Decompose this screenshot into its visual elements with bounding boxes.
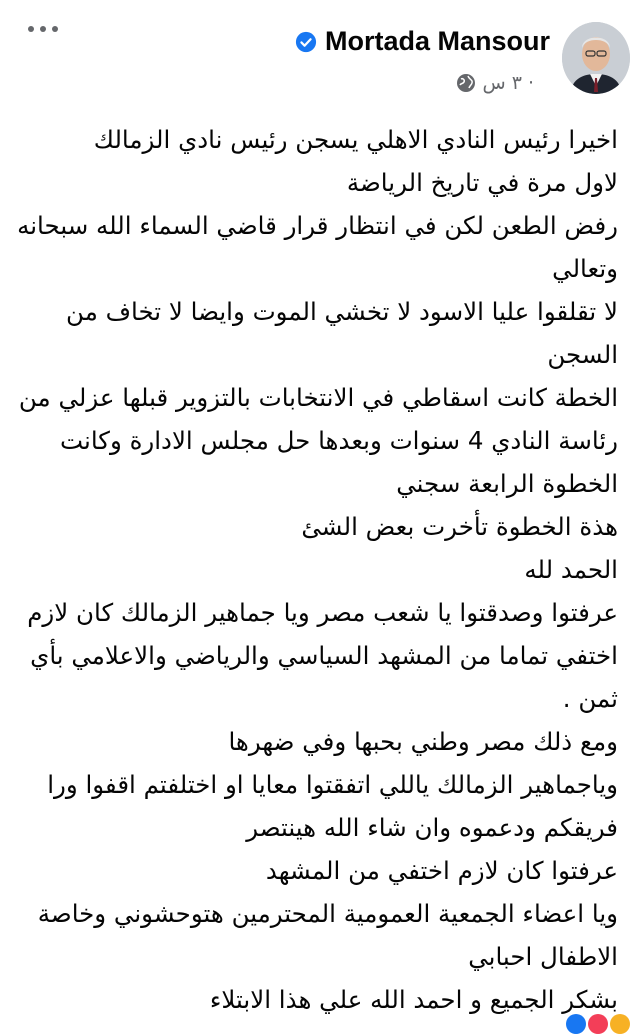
post-time[interactable]: ٣ س · [482,72,534,94]
more-options-icon[interactable] [28,26,58,32]
post-line: ويا اعضاء الجمعية العمومية المحترمين هتوحشوني وخاصة [37,899,618,928]
post-line: اخيرا رئيس النادي الاهلي يسجن رئيس نادي الزمالك [93,125,618,154]
post-line: رفض الطعن لكن في انتظار قرار قاضي السماء الله سبحانه [17,211,618,240]
sad-reaction-icon [610,1014,630,1034]
post-line: ومع ذلك مصر وطني بحبها وفي ضهرها [228,727,618,756]
post-line: الخطة كانت اسقاطي في الانتخابات بالتزوير قبلها عزلي من [18,383,618,412]
avatar[interactable] [562,22,630,94]
post-line: رئاسة النادي 4 سنوات وبعدها حل مجلس الادارة وكانت [59,426,618,455]
post-line: لا تقلقوا عليا الاسود لا تخشي الموت وايضا لا تخاف من [66,297,618,326]
verified-badge-icon [295,31,317,53]
avatar-photo [562,22,630,94]
post-line: اختفي تماما من المشهد السياسي والرياضي والاعلامي بأي [30,641,618,670]
author-row [295,26,550,57]
post-header [0,0,634,110]
post-line: هذة الخطوة تأخرت بعض الشئ [301,512,618,541]
post-line: عرفتوا كان لازم اختفي من المشهد [265,856,618,885]
love-reaction-icon [588,1014,608,1034]
post-text [14,118,618,1021]
post-line: بشكر الجميع و احمد الله علي هذا الابتلاء [209,985,618,1014]
post-line: السجن [547,340,618,369]
post-line: الخطوة الرابعة سجني [396,469,618,498]
post-line: فريقكم ودعموه وان شاء الله هينتصر [246,813,618,842]
more-dot [28,26,34,32]
post-meta [456,72,534,94]
more-dot [40,26,46,32]
post-line: ثمن . [562,684,618,713]
author-name[interactable]: Mortada Mansour [324,26,550,56]
post-line: عرفتوا وصدقتوا يا شعب مصر ويا جماهير الزمالك كان لازم [27,598,618,627]
post-line: لاول مرة في تاريخ الرياضة [346,168,618,197]
more-dot [52,26,58,32]
globe-icon[interactable] [456,73,476,93]
like-reaction-icon [566,1014,586,1034]
post-line: وياجماهير الزمالك ياللي اتفقتوا معايا او اختلفتم اقفوا ورا [47,770,618,799]
post-line: الاطفال احبابي [468,942,618,971]
post-line: وتعالي [552,254,618,283]
reaction-icons[interactable] [566,1014,630,1034]
post-line: الحمد لله [524,555,618,584]
